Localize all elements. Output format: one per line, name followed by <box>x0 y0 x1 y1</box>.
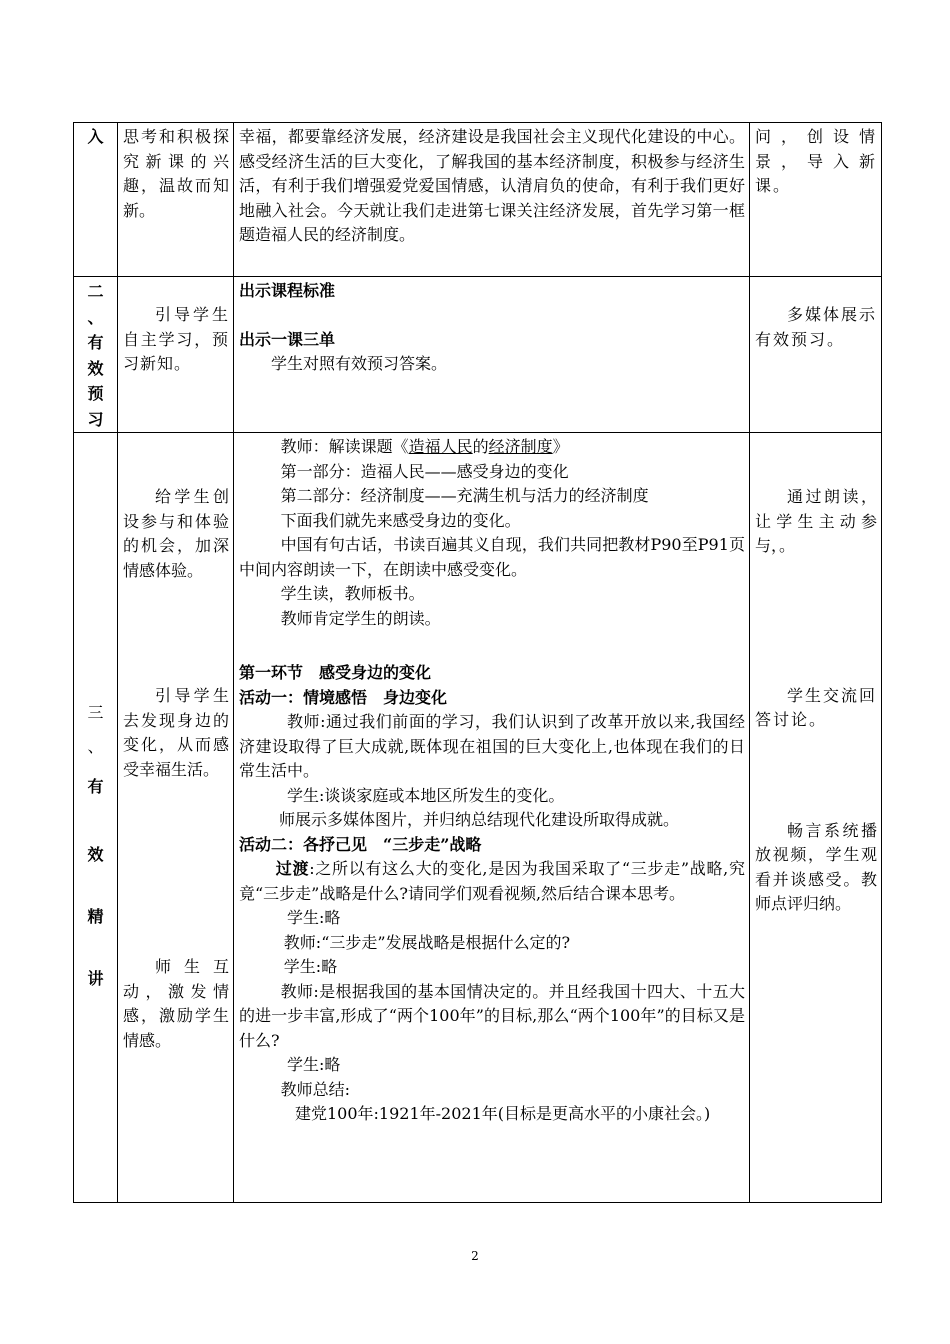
stage-char: 二 <box>87 282 104 301</box>
underlined-term: 造福人民 <box>408 437 473 456</box>
preview-text: 学生对照有效预习答案。 <box>271 354 448 373</box>
method-lecture <box>750 433 882 1203</box>
purpose-intro: 思考和积极探究新课的兴趣，温故而知新。 <box>118 123 234 277</box>
part-two: 第二部分：经济制度——充满生机与活力的经济制度 <box>280 486 649 505</box>
stage-char: 效 <box>87 845 104 864</box>
teacher-speech: 教师:“三步走”发展战略是根据什么定的? <box>283 932 571 952</box>
stage-lecture <box>74 433 118 1203</box>
student-speech: 学生:略 <box>283 957 338 976</box>
teacher-speech: 教师:通过我们前面的学习，我们认识到了改革开放以来,我国经济建设取得了巨大成就,既体现在祖国的巨大变化上,也体现在我们的日常生活中。 <box>239 712 745 780</box>
stage-char: 预 <box>87 384 104 403</box>
teacher-summary-label: 教师总结: <box>280 1079 350 1099</box>
purpose-lecture <box>118 433 234 1203</box>
stage-preview <box>74 277 118 433</box>
section-heading: 第一环节 感受身边的变化 <box>239 663 432 682</box>
stage-char: 有 <box>87 333 104 352</box>
lesson-plan-table <box>73 122 882 1203</box>
student-speech: 学生:略 <box>287 1055 341 1074</box>
method-text: 通过朗读，让学生主动参与，。 <box>755 487 877 555</box>
method-preview <box>750 277 882 433</box>
stage-char: 、 <box>87 737 104 756</box>
text: 的 <box>472 437 489 456</box>
purpose-text: 给学生创设参与和体验的机会，加深情感体验。 <box>123 487 229 580</box>
proverb-paragraph: 中国有句古话，书读百遍其义自现，我们共同把教材P90至P91页中间内容朗读一下，在朗读中感受变化。 <box>239 535 745 579</box>
text: 教师：解读课题《 <box>280 437 409 456</box>
table-row-lecture <box>74 433 882 1203</box>
students-read: 学生读，教师板书。 <box>280 584 425 603</box>
heading-course-standard: 出示课程标准 <box>239 281 336 300</box>
transition-label: 过渡 <box>275 859 310 878</box>
stage-label: 入 <box>87 127 104 146</box>
purpose-text: 引导学生去发现身边的变化，从而感受幸福生活。 <box>123 686 229 779</box>
purpose-preview <box>118 277 234 433</box>
content-preview <box>234 277 750 433</box>
teacher-praise: 教师肯定学生的朗读。 <box>280 608 441 628</box>
table-row-preview <box>74 277 882 433</box>
teacher-speech: 教师:是根据我国的基本国情决定的。并且经我国十四大、十五大的进一步丰富,形成了“两个100年”的目标,那么“两个100年”的目标又是什么? <box>239 981 745 1050</box>
table-row-intro <box>74 123 882 277</box>
activity-heading: 活动二：各抒己见 “三步走”战略 <box>239 834 482 854</box>
teacher-summary: 师展示多媒体图片，并归纳总结现代化建设所取得成就。 <box>279 810 680 829</box>
method-intro: 问，创设情景，导入新课。 <box>750 123 882 277</box>
part-one: 第一部分：造福人民——感受身边的变化 <box>280 461 569 481</box>
transition-text: :之所以有这么大的变化,是因为我国采取了“三步走”战略,究竟“三步走”战略是什么?请同学们观看视频,然后结合课本思考。 <box>239 859 745 903</box>
text: 》 <box>552 437 569 456</box>
next-step: 下面我们就先来感受身边的变化。 <box>280 510 521 530</box>
party-centenary: 建党100年:1921年-2021年(目标是更高水平的小康社会。) <box>295 1104 711 1123</box>
stage-char: 、 <box>87 307 104 327</box>
stage-intro <box>74 123 118 277</box>
method-text: 多媒体展示有效预习。 <box>755 305 878 349</box>
transition-paragraph <box>239 857 745 906</box>
page-number: 2 <box>471 1249 479 1263</box>
stage-char: 讲 <box>87 969 104 988</box>
lesson-title-line <box>239 435 745 460</box>
method-text: 畅言系统播放视频，学生观看并谈感受。教师点评归纳。 <box>755 820 877 913</box>
content-intro: 幸福，都要靠经济发展，经济建设是我国社会主义现代化建设的中心。感受经济生活的巨大变化，了解我国的基本经济制度，积极参与经济生活，有利于我们增强爱党爱国情感，认清肩负的使命，有利于我们更好地融入社会。今天就让我们走进第七课关注经济发展，首先学习第一框题造福人民的经济制度。 <box>234 123 750 277</box>
heading-one-lesson-three-lists: 出示一课三单 <box>239 329 336 349</box>
purpose-text: 师生互动，激发情感，激励学生情感。 <box>123 957 229 1050</box>
stage-char: 有 <box>87 777 104 796</box>
activity-heading: 活动一：情境感悟 身边变化 <box>239 687 448 707</box>
underlined-term: 经济制度 <box>488 437 553 456</box>
content-lecture <box>234 433 750 1203</box>
stage-char: 三 <box>87 703 104 722</box>
student-speech: 学生:略 <box>287 908 341 927</box>
method-text: 学生交流回答讨论。 <box>755 685 878 729</box>
stage-char: 精 <box>87 907 104 926</box>
student-speech: 学生:谈谈家庭或本地区所发生的变化。 <box>287 785 565 805</box>
purpose-text: 引导学生自主学习，预习新知。 <box>123 305 229 373</box>
stage-char: 习 <box>87 409 104 429</box>
stage-char: 效 <box>87 358 104 378</box>
